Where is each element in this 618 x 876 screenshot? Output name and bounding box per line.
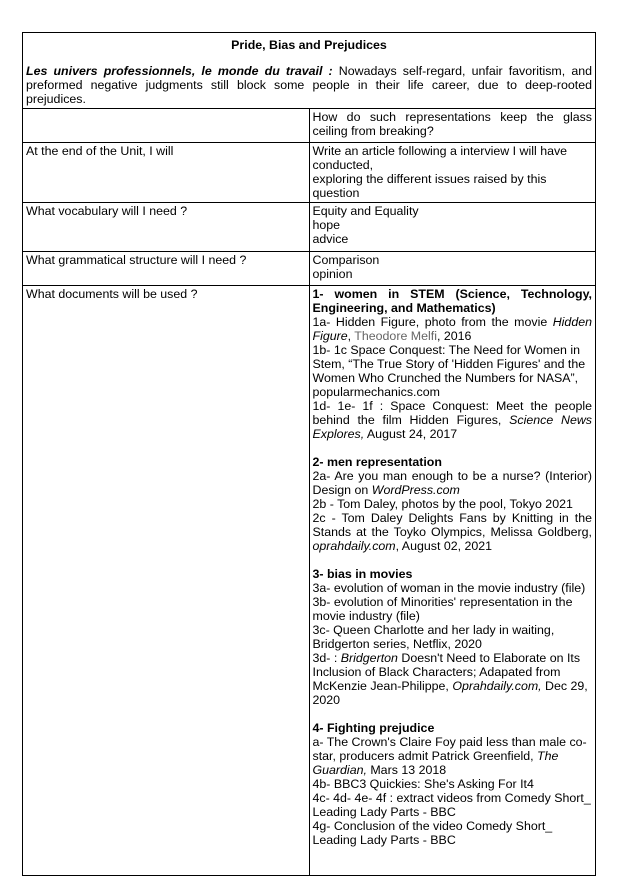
- vocabulary-item: hope: [312, 218, 341, 232]
- documents-content: [309, 286, 596, 876]
- documents-section-women-in-stem: [313, 287, 593, 441]
- unit-goal-line: Write an article following a interview I will have conducted,: [312, 144, 568, 172]
- problematic-row: [23, 109, 596, 143]
- item-text: 2c - Tom Daley Delights Fans by Knitting in the Stands at the Toyko Olympics, Melissa Goldberg,: [312, 511, 592, 539]
- item-text: 3d- :: [312, 651, 341, 665]
- document-item: [313, 511, 593, 553]
- item-text: ,: [347, 329, 352, 343]
- document-item: 4g- Conclusion of the video Comedy Short_ Leading Lady Parts - BBC: [312, 819, 553, 847]
- item-text: Doesn't Need to Elaborate on Its Inclusion of Black Characters; Adapated from McKenzie Jean-Philippe,: [312, 651, 581, 693]
- document-item: [313, 469, 593, 497]
- grammar-item: Comparison: [312, 253, 380, 267]
- item-text: , 2016: [436, 329, 472, 343]
- unit-goal-content: [309, 143, 596, 203]
- item-text: a- The Crown's Claire Foy paid less than male co-star, producers admit Patrick Greenfield,: [312, 735, 587, 763]
- problematic-label: [23, 109, 310, 143]
- documents-row: [23, 286, 596, 876]
- item-text: 1a- Hidden Figure, photo from the movie: [312, 315, 553, 329]
- section-heading: 2- men representation: [312, 455, 442, 469]
- section-heading: 3- bias in movies: [312, 567, 413, 581]
- unit-goal-row: [23, 143, 596, 203]
- unit-goal-line: exploring the different issues raised by this question: [312, 172, 547, 200]
- intro-text: Nowadays self-regard, unfair favoritism, and preformed negative judgments still block some people in their life career, due to deep-rooted prejudices.: [26, 64, 592, 106]
- document-title: Pride, Bias and Prejudices: [231, 38, 387, 52]
- item-italic: Hidden Figure: [312, 315, 592, 343]
- document-item: [313, 315, 593, 343]
- section-heading: 1- women in STEM (Science, Technology, Engineering, and Mathematics): [312, 287, 592, 315]
- intro-paragraph: [26, 64, 592, 106]
- document-item: 3a- evolution of woman in the movie industry (file): [312, 581, 586, 595]
- grammar-label: What grammatical structure will I need ?: [23, 252, 310, 286]
- item-director: Theodore Melfi: [354, 329, 437, 343]
- item-italic: The Guardian,: [312, 749, 559, 777]
- item-text: , August 02, 2021: [395, 539, 493, 553]
- document-item: 4c- 4d- 4e- 4f : extract videos from Comedy Short_ Leading Lady Parts - BBC: [312, 791, 591, 819]
- grammar-item: opinion: [312, 267, 353, 281]
- vocabulary-content: [309, 203, 596, 252]
- title-row: [23, 33, 596, 109]
- item-text: Dec 29, 2020: [312, 679, 588, 707]
- documents-section-men-representation: [313, 455, 593, 553]
- document-item: [313, 651, 593, 707]
- section-heading: 4- Fighting prejudice: [312, 721, 435, 735]
- vocabulary-row: [23, 203, 596, 252]
- document-item: [313, 399, 593, 441]
- intro-lead: Les univers professionnels, le monde du travail :: [26, 64, 333, 78]
- lesson-plan-table: [22, 32, 596, 876]
- item-italic: Bridgerton: [340, 651, 398, 665]
- grammar-row: [23, 252, 596, 286]
- item-text: August 24, 2017: [364, 427, 458, 441]
- item-italic: WordPress.com: [371, 483, 460, 497]
- document-item: 2b - Tom Daley, photos by the pool, Tokyo 2021: [312, 497, 573, 511]
- grammar-content: [309, 252, 596, 286]
- document-item: 3c- Queen Charlotte and her lady in waiting, Bridgerton series, Netflix, 2020: [312, 623, 555, 651]
- problematic-question: How do such representations keep the glass ceiling from breaking?: [309, 109, 596, 143]
- item-italic: Science News Explores,: [312, 413, 592, 441]
- title-cell: [23, 33, 596, 109]
- item-text: Mars 13 2018: [366, 763, 447, 777]
- vocabulary-item: Equity and Equality: [312, 204, 419, 218]
- unit-goal-label: At the end of the Unit, I will: [23, 143, 310, 203]
- vocabulary-item: advice: [312, 232, 349, 246]
- documents-label: What documents will be used ?: [23, 286, 310, 876]
- document-item: [313, 735, 593, 777]
- item-italic: Oprahdaily.com,: [452, 679, 542, 693]
- document-item: 1b- 1c Space Conquest: The Need for Women in Stem, “The True Story of 'Hidden Figures' and the Women Who Crunched the Numbers for NASA”, popularmechanics.com: [312, 343, 586, 399]
- document-item: 3b- evolution of Minorities' representation in the movie industry (file): [312, 595, 573, 623]
- documents-section-bias-in-movies: [313, 567, 593, 707]
- vocabulary-label: What vocabulary will I need ?: [23, 203, 310, 252]
- item-italic: oprahdaily.com: [312, 539, 396, 553]
- documents-section-fighting-prejudice: [313, 721, 593, 847]
- item-text: 2a- Are you man enough to be a nurse? (Interior) Design on: [312, 469, 592, 497]
- item-text: 1d- 1e- 1f : Space Conquest: Meet the people behind the film Hidden Figures,: [312, 399, 592, 427]
- document-item: 4b- BBC3 Quickies: She's Asking For It4: [312, 777, 534, 791]
